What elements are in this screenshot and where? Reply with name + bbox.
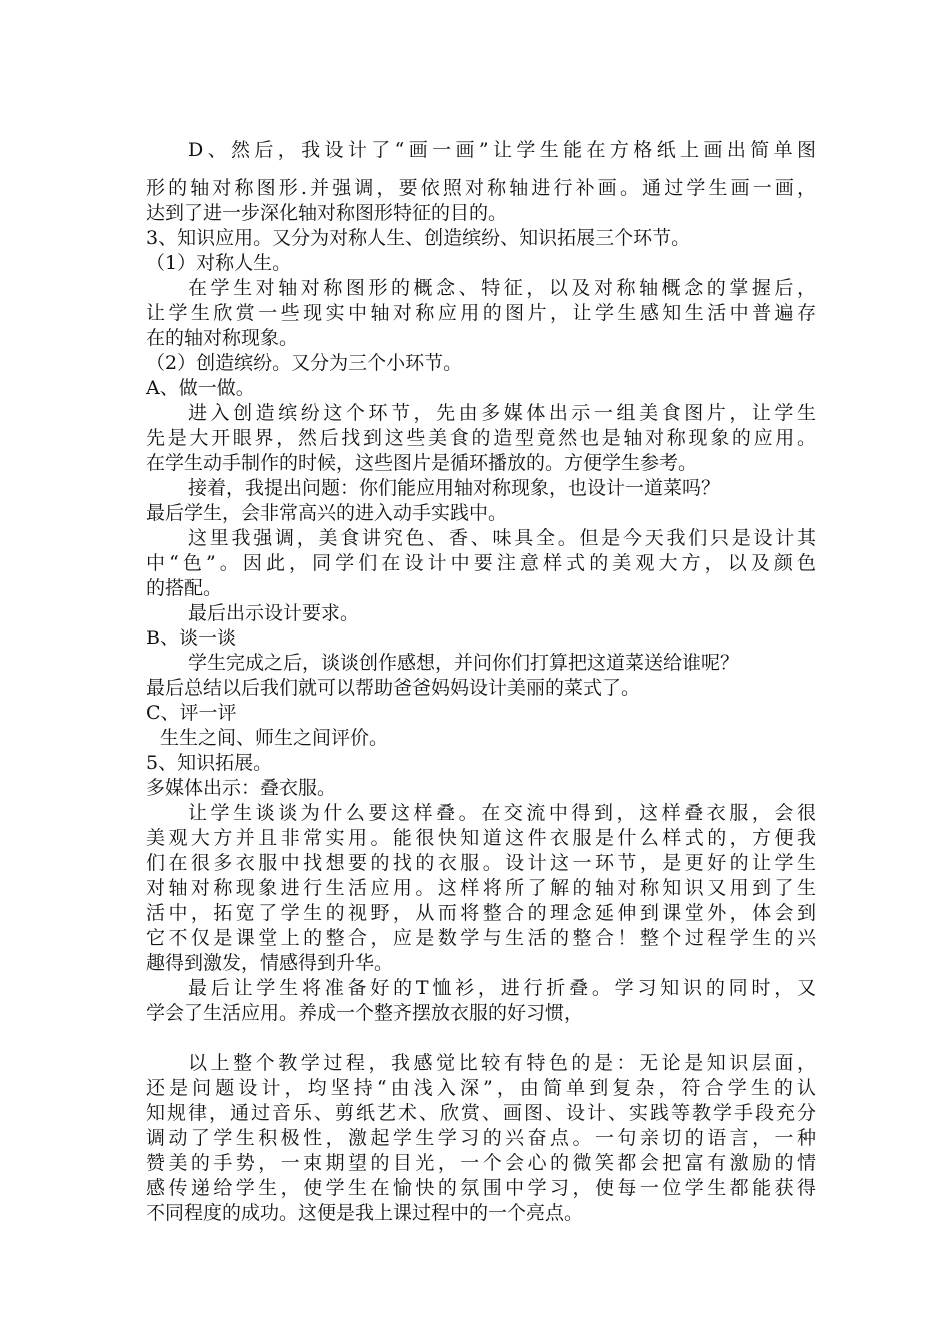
paragraph-line: 最后学生，会非常高兴的进入动手实践中。 <box>146 502 508 524</box>
paragraph-line: 的搭配。 <box>146 577 223 599</box>
paragraph-line: 学会了生活应用。养成一个整齐摆放衣服的好习惯， <box>146 1002 584 1024</box>
paragraph-line: 形的轴对称图形.并强调，要依照对称轴进行补画。通过学生画一画， <box>146 177 816 199</box>
paragraph-line: 接着，我提出问题：你们能应用轴对称现象，也设计一道菜吗？ <box>188 477 721 499</box>
paragraph-line: 在的轴对称现象。 <box>146 327 299 349</box>
paragraph-line: 多媒体出示：叠衣服。 <box>146 777 337 799</box>
paragraph-line: 们在很多衣服中找想要的找的衣服。设计这一环节，是更好的让学生 <box>146 852 816 874</box>
paragraph-line: 生生之间、师生之间评价。 <box>160 727 389 749</box>
item-heading: A、做一做。 <box>146 377 255 399</box>
paragraph-line: 以上整个教学过程，我感觉比较有特色的是：无论是知识层面， <box>188 1052 816 1074</box>
paragraph-line: 感传递给学生，使学生在愉快的氛围中学习，使每一位学生都能获得 <box>146 1177 816 1199</box>
paragraph-line: 先是大开眼界，然后找到这些美食的造型竟然也是轴对称现象的应用。 <box>146 427 816 449</box>
paragraph-line: 美观大方并且非常实用。能很快知道这件衣服是什么样式的，方便我 <box>146 827 816 849</box>
section-heading: 3、知识应用。又分为对称人生、创造缤纷、知识拓展三个环节。 <box>146 227 691 249</box>
paragraph-line: 知规律，通过音乐、剪纸艺术、欣赏、画图、设计、实践等教学手段充分 <box>146 1102 816 1124</box>
paragraph-line: 让学生欣赏一些现实中轴对称应用的图片，让学生感知生活中普遍存 <box>146 302 816 324</box>
paragraph-line: 中“色”。因此，同学们在设计中要注意样式的美观大方，以及颜色 <box>146 552 816 574</box>
paragraph-line: 活中，拓宽了学生的视野，从而将整合的理念延伸到课堂外，体会到 <box>146 902 816 924</box>
paragraph-line: 达到了进一步深化轴对称图形特征的目的。 <box>146 202 508 224</box>
section-heading: 5、知识拓展。 <box>146 752 273 774</box>
item-heading: C、评一评 <box>146 702 237 724</box>
subsection-heading: （2）创造缤纷。又分为三个小环节。 <box>146 352 463 374</box>
paragraph-line: 最后让学生将准备好的T恤衫，进行折叠。学习知识的同时，又 <box>188 977 816 999</box>
paragraph-line: 赞美的手势，一束期望的目光，一个会心的微笑都会把富有激励的情 <box>146 1152 816 1174</box>
item-heading: B、谈一谈 <box>146 627 236 649</box>
paragraph-line: 不同程度的成功。这便是我上课过程中的一个亮点。 <box>146 1202 584 1224</box>
paragraph-line: 这里我强调，美食讲究色、香、味具全。但是今天我们只是设计其 <box>188 527 816 549</box>
paragraph-line: 最后出示设计要求。 <box>188 602 360 624</box>
paragraph-line: 调动了学生积极性，激起学生学习的兴奋点。一句亲切的语言，一种 <box>146 1127 816 1149</box>
paragraph-line: 让学生谈谈为什么要这样叠。在交流中得到，这样叠衣服，会很 <box>188 802 816 824</box>
paragraph-line: 在学生动手制作的时候，这些图片是循环播放的。方便学生参考。 <box>146 452 698 474</box>
paragraph-line: 对轴对称现象进行生活应用。这样将所了解的轴对称知识又用到了生 <box>146 877 816 899</box>
paragraph-line: 趣得到激发，情感得到升华。 <box>146 952 394 974</box>
paragraph-line: 最后总结以后我们就可以帮助爸爸妈妈设计美丽的菜式了。 <box>146 677 641 699</box>
subsection-heading: （1）对称人生。 <box>146 252 292 274</box>
paragraph-line: 它不仅是课堂上的整合，应是数学与生活的整合！整个过程学生的兴 <box>146 927 816 949</box>
paragraph-line: 在学生对轴对称图形的概念、特征，以及对称轴概念的掌握后， <box>188 277 816 299</box>
paragraph-line: D、然后，我设计了“画一画”让学生能在方格纸上画出简单图 <box>188 139 816 161</box>
paragraph-line: 还是问题设计，均坚持“由浅入深”，由简单到复杂，符合学生的认 <box>146 1077 816 1099</box>
paragraph-line: 进入创造缤纷这个环节，先由多媒体出示一组美食图片，让学生 <box>188 402 816 424</box>
paragraph-line: 学生完成之后，谈谈创作感想，并问你们打算把这道菜送给谁呢？ <box>188 652 740 674</box>
